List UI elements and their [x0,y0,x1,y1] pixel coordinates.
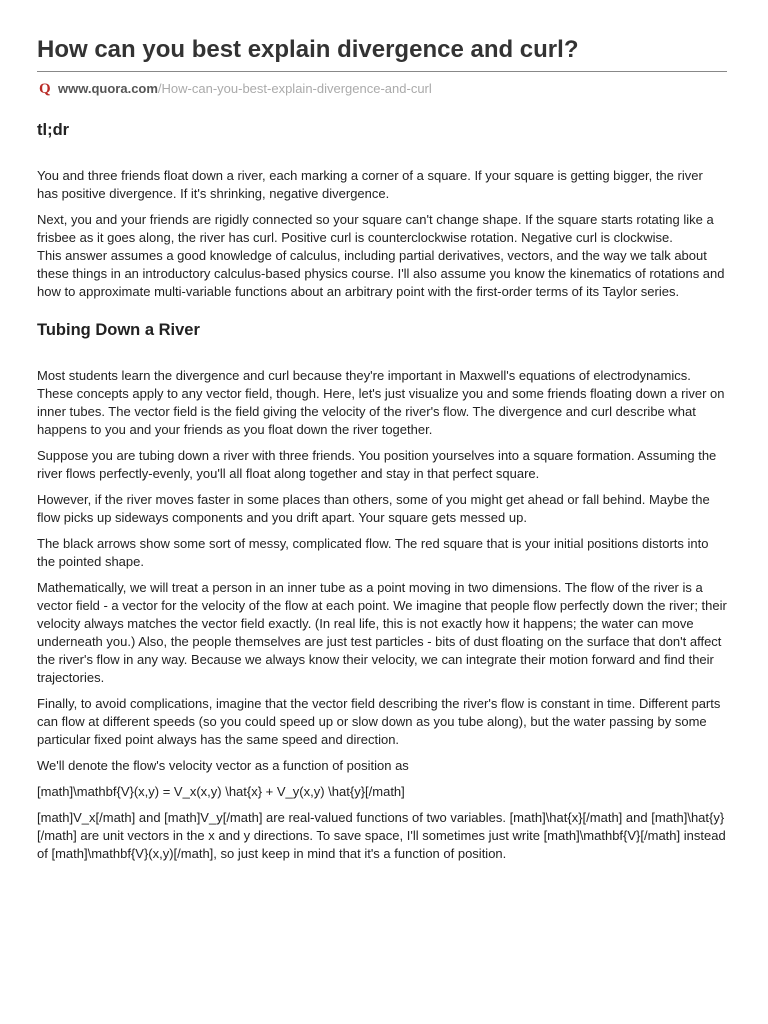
paragraph: Suppose you are tubing down a river with three friends. You position yourselves into a square formation. Assuming the river flows perfectly-evenly, you'll all float along together and stay in that perfect square. [37,448,717,481]
paragraph: Finally, to avoid complications, imagine that the vector field describing the river's flow is constant in time. Different parts can flow at different speeds (so you could speed up or slow down as you tube along), but the water passing by some particular fixed point always has the same speed and direction. [37,696,721,747]
document-page [37,0,727,863]
paragraph: Most students learn the divergence and curl because they're important in Maxwell's equations of electrodynamics. These concepts apply to any vector field, though. Here, let's just visualize you and some friends floating down a river on inner tubes. The vector field is the field giving the velocity of the river's flow. The divergence and curl describe what happens to you and your friends as you float down the river together. [37,368,725,437]
source-path-link[interactable]: /How-can-you-best-explain-divergence-and-curl [157,81,432,96]
paragraph: You and three friends float down a river, each marking a corner of a square. If your square is getting bigger, the river has positive divergence. If it's shrinking, negative divergence. [37,168,703,201]
source-line [37,80,727,98]
section-heading-tubing: Tubing Down a River [37,321,200,339]
paragraph: The black arrows show some sort of messy, complicated flow. The red square that is your initial positions distorts into the pointed shape. [37,536,709,569]
paragraph: [math]V_x[/math] and [math]V_y[/math] are real-valued functions of two variables. [math]\hat{x}[/math] and [math]\hat{y}[/math] are unit vectors in the x and y directions. To save space, I'll sometimes just write [math]\mathbf{V}[/math] instead of [math]\mathbf{V}(x,y)[/math], so just keep in mind that it's a function of position. [37,810,726,861]
paragraph: Mathematically, we will treat a person in an inner tube as a point moving in two dimensions. The flow of the river is a vector field - a vector for the velocity of the flow at each point. We imagine that people flow perfectly down the river; their velocity always matches the vector field exactly. (In real life, this is not exactly how it happens; the water can move underneath you.) Also, the people themselves are just test particles - bits of dust floating on the surface that don't affect the river's flow in any way. Because we always know their velocity, we can integrate their motion forward and find their trajectories. [37,580,727,685]
paragraph: Next, you and your friends are rigidly connected so your square can't change shape. If the square starts rotating like a frisbee as it goes along, the river has curl. Positive curl is counterclockwise rotation. Negative curl is clockwise. [37,212,714,245]
title-divider [37,71,727,72]
paragraph: This answer assumes a good knowledge of calculus, including partial derivatives, vectors, and the way we talk about these things in an introductory calculus-based physics course. I'll also assume you know the kinematics of rotations and how to approximate multi-variable functions about an arbitrary point with the first-order terms of its Taylor series. [37,248,725,299]
math-equation: [math]\mathbf{V}(x,y) = V_x(x,y) \hat{x} + V_y(x,y) \hat{y}[/math] [37,784,405,799]
paragraph: We'll denote the flow's velocity vector as a function of position as [37,758,409,773]
section-heading-tldr: tl;dr [37,121,70,139]
source-domain-link[interactable]: www.quora.com [58,81,158,96]
quora-logo-icon: Q [39,81,51,97]
page-title: How can you best explain divergence and curl? [37,36,579,63]
paragraph: However, if the river moves faster in some places than others, some of you might get ahead or fall behind. Maybe the flow picks up sideways components and you drift apart. Your square gets messed up. [37,492,710,525]
